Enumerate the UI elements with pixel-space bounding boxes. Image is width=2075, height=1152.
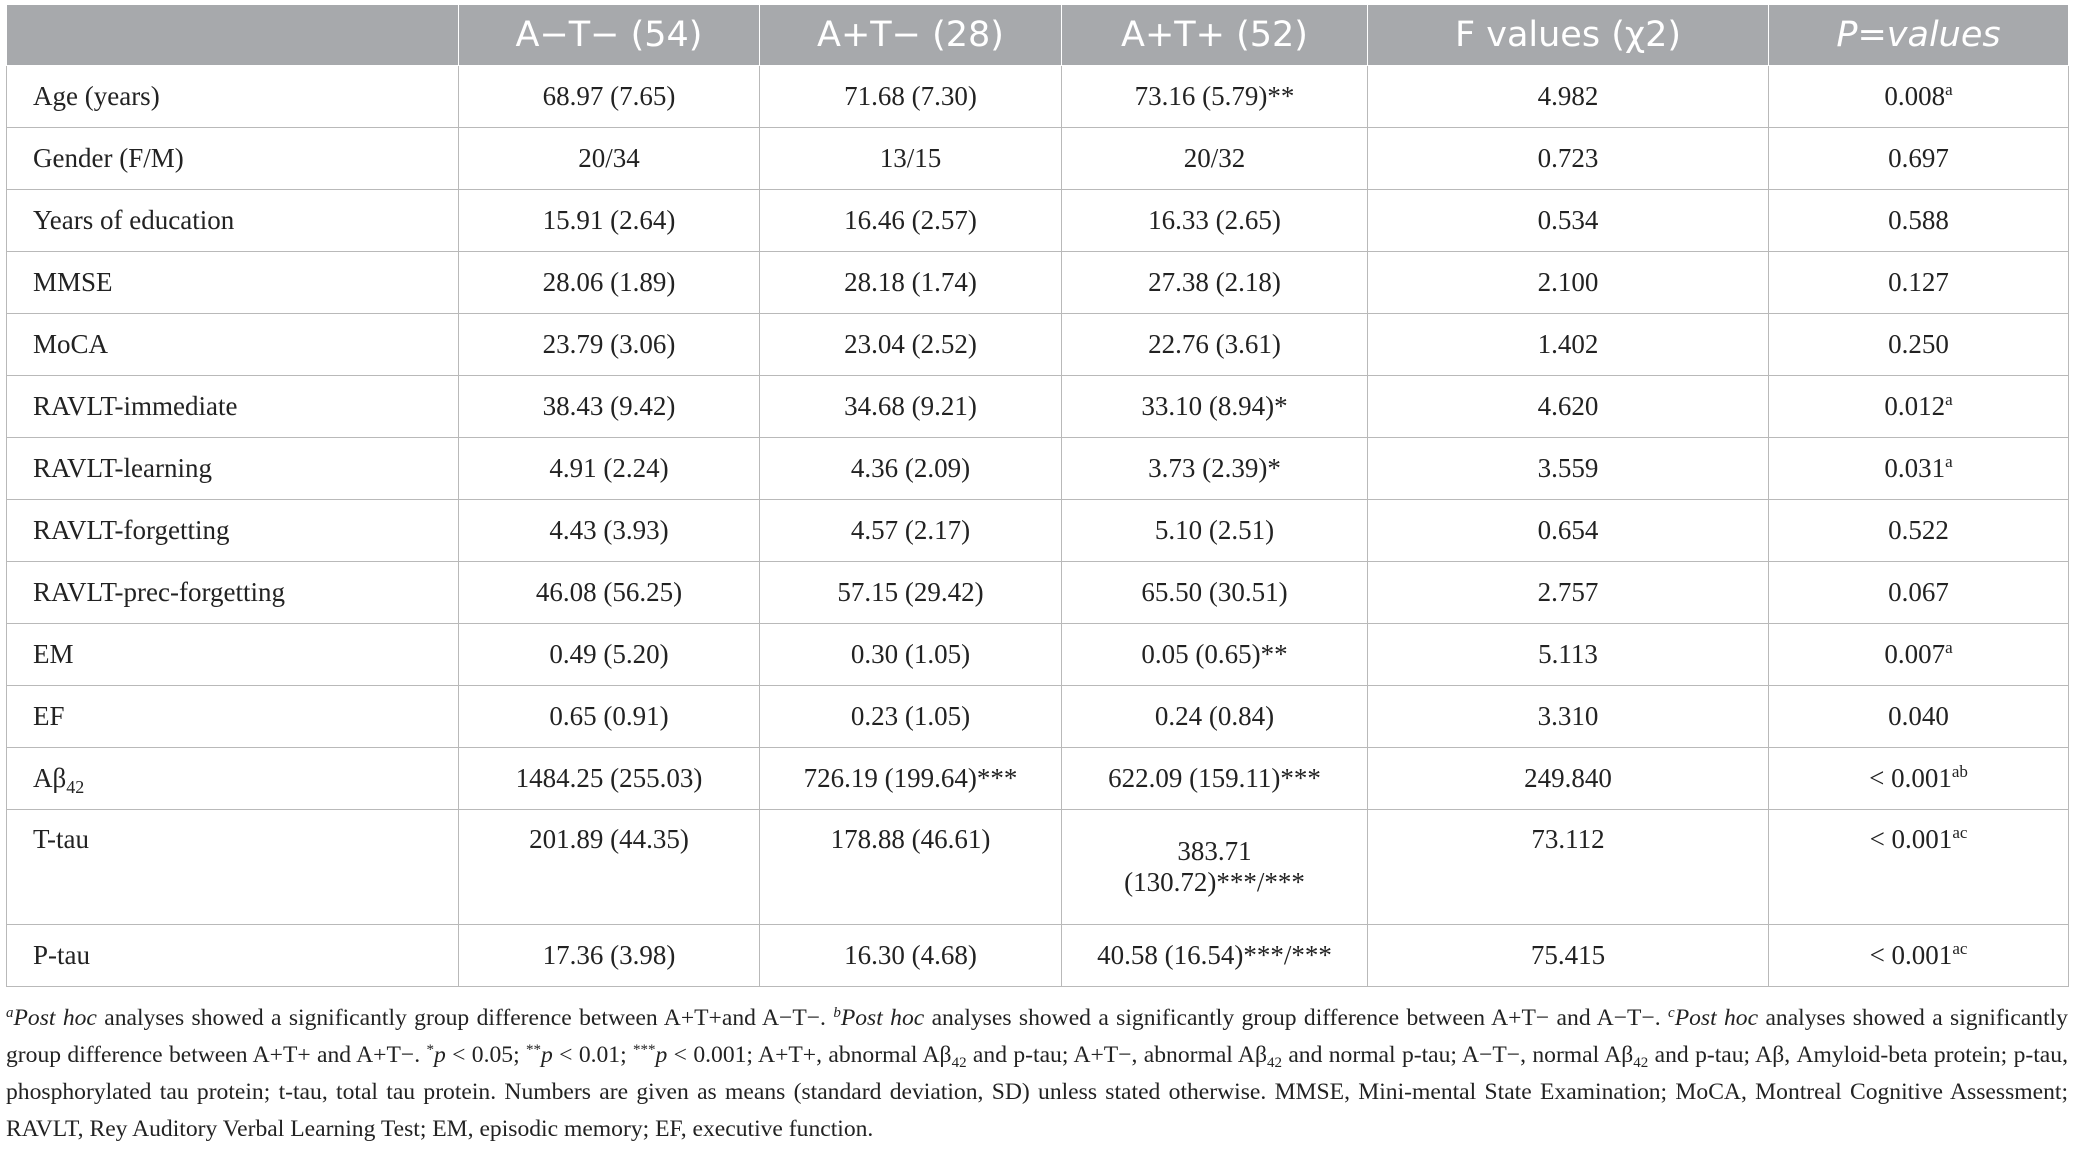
cell-f-value: 73.112 <box>1368 810 1769 925</box>
cell-p-value: 0.007$^a$ <box>1769 624 2069 686</box>
cell-a-pos-t-neg: 57.15 (29.42) <box>760 562 1062 624</box>
cell-label: T-tau <box>7 810 459 925</box>
cell-a-neg-t-neg: 38.43 (9.42) <box>459 376 760 438</box>
table-body <box>7 66 2069 987</box>
cell-p-value: 0.127 <box>1769 252 2069 314</box>
table-row <box>7 810 2069 925</box>
cell-a-pos-t-neg: 178.88 (46.61) <box>760 810 1062 925</box>
header-p-values: P=values <box>1769 5 2069 66</box>
header-a-pos-t-neg: A+T− (28) <box>760 5 1062 66</box>
cell-a-pos-t-neg: 0.23 (1.05) <box>760 686 1062 748</box>
cell-label: MoCA <box>7 314 459 376</box>
cell-label: $A\beta_{42}$ <box>7 748 459 810</box>
cell-a-neg-t-neg: 0.65 (0.91) <box>459 686 760 748</box>
cell-a-pos-t-pos: 27.38 (2.18) <box>1062 252 1368 314</box>
cell-f-value: 3.310 <box>1368 686 1769 748</box>
cell-a-neg-t-neg: 201.89 (44.35) <box>459 810 760 925</box>
cell-p-value: 0.031$^a$ <box>1769 438 2069 500</box>
cell-a-neg-t-neg: 23.79 (3.06) <box>459 314 760 376</box>
cell-label: P-tau <box>7 925 459 987</box>
cell-a-neg-t-neg: 17.36 (3.98) <box>459 925 760 987</box>
cell-a-pos-t-neg: 0.30 (1.05) <box>760 624 1062 686</box>
cell-a-pos-t-neg: 4.57 (2.17) <box>760 500 1062 562</box>
table-row <box>7 686 2069 748</box>
table-row <box>7 376 2069 438</box>
cell-a-pos-t-pos: 20/32 <box>1062 128 1368 190</box>
demographics-table <box>6 4 2069 987</box>
cell-a-neg-t-neg: 28.06 (1.89) <box>459 252 760 314</box>
cell-p-value: 0.250 <box>1769 314 2069 376</box>
cell-p-value: 0.067 <box>1769 562 2069 624</box>
cell-a-pos-t-neg: 4.36 (2.09) <box>760 438 1062 500</box>
cell-f-value: 75.415 <box>1368 925 1769 987</box>
cell-a-pos-t-neg: 13/15 <box>760 128 1062 190</box>
cell-f-value: 249.840 <box>1368 748 1769 810</box>
cell-a-pos-t-neg: 71.68 (7.30) <box>760 66 1062 128</box>
cell-p-value: < 0.001$^{ac}$ <box>1769 810 2069 925</box>
header-a-neg-t-neg: A−T− (54) <box>459 5 760 66</box>
cell-label: RAVLT-learning <box>7 438 459 500</box>
table-container <box>6 4 2068 987</box>
cell-f-value: 4.620 <box>1368 376 1769 438</box>
cell-f-value: 2.100 <box>1368 252 1769 314</box>
cell-label: RAVLT-immediate <box>7 376 459 438</box>
table-row <box>7 438 2069 500</box>
cell-p-value: 0.040 <box>1769 686 2069 748</box>
table-row <box>7 190 2069 252</box>
cell-p-value: 0.697 <box>1769 128 2069 190</box>
cell-a-neg-t-neg: 4.91 (2.24) <box>459 438 760 500</box>
cell-a-pos-t-neg: 726.19 (199.64)*** <box>760 748 1062 810</box>
cell-a-pos-t-neg: 34.68 (9.21) <box>760 376 1062 438</box>
cell-a-pos-t-pos: 16.33 (2.65) <box>1062 190 1368 252</box>
cell-f-value: 0.654 <box>1368 500 1769 562</box>
table-row <box>7 925 2069 987</box>
header-row <box>7 5 2069 66</box>
cell-a-neg-t-neg: 4.43 (3.93) <box>459 500 760 562</box>
cell-a-pos-t-pos: 0.24 (0.84) <box>1062 686 1368 748</box>
cell-a-pos-t-pos: 3.73 (2.39)* <box>1062 438 1368 500</box>
cell-p-value: 0.008$^a$ <box>1769 66 2069 128</box>
cell-f-value: 5.113 <box>1368 624 1769 686</box>
cell-a-neg-t-neg: 15.91 (2.64) <box>459 190 760 252</box>
table-row <box>7 500 2069 562</box>
cell-label: Years of education <box>7 190 459 252</box>
header-blank <box>7 5 459 66</box>
cell-a-pos-t-neg: 16.30 (4.68) <box>760 925 1062 987</box>
table-row <box>7 252 2069 314</box>
table-footnote: $^a$Post hoc analyses showed a significantly group difference between A+T+and A−T−. $^b$Post hoc analyses showed a significantly group difference between A+T− and A−T−. $^c$Post hoc analyses showed a significantly group difference between A+T+ and A+T−. *p < 0.05; **p < 0.01; ***p < 0.001; A+T+, abnormal $A\beta_{42}$ and p-tau; A+T−, abnormal $A\beta_{42}$ and normal p-tau; A−T−, normal $A\beta_{42}$ and p-tau; Aβ, Amyloid-beta protein; p-tau, phosphorylated tau protein; t-tau, total tau protein. Numbers are given as means (standard deviation, SD) unless stated otherwise. MMSE, Mini-mental State Examination; MoCA, Montreal Cognitive Assessment; RAVLT, Rey Auditory Verbal Learning Test; EM, episodic memory; EF, executive function. <box>6 1005 2068 1142</box>
cell-a-pos-t-pos: 40.58 (16.54)***/*** <box>1062 925 1368 987</box>
cell-a-pos-t-pos: 33.10 (8.94)* <box>1062 376 1368 438</box>
cell-p-value: < 0.001$^{ac}$ <box>1769 925 2069 987</box>
cell-f-value: 0.534 <box>1368 190 1769 252</box>
cell-p-value: 0.012$^a$ <box>1769 376 2069 438</box>
cell-a-neg-t-neg: 1484.25 (255.03) <box>459 748 760 810</box>
table-row <box>7 562 2069 624</box>
cell-f-value: 3.559 <box>1368 438 1769 500</box>
cell-label: EF <box>7 686 459 748</box>
cell-a-neg-t-neg: 0.49 (5.20) <box>459 624 760 686</box>
cell-a-neg-t-neg: 20/34 <box>459 128 760 190</box>
header-a-pos-t-pos: A+T+ (52) <box>1062 5 1368 66</box>
cell-f-value: 2.757 <box>1368 562 1769 624</box>
cell-a-pos-t-pos: 5.10 (2.51) <box>1062 500 1368 562</box>
cell-a-neg-t-neg: 46.08 (56.25) <box>459 562 760 624</box>
cell-a-pos-t-neg: 16.46 (2.57) <box>760 190 1062 252</box>
table-row <box>7 66 2069 128</box>
cell-label: Age (years) <box>7 66 459 128</box>
cell-a-pos-t-pos: 622.09 (159.11)*** <box>1062 748 1368 810</box>
cell-f-value: 4.982 <box>1368 66 1769 128</box>
cell-a-pos-t-pos: 383.71 (130.72)***/*** <box>1062 810 1368 925</box>
cell-label: MMSE <box>7 252 459 314</box>
table-row <box>7 314 2069 376</box>
cell-a-pos-t-pos: 22.76 (3.61) <box>1062 314 1368 376</box>
cell-p-value: < 0.001$^{ab}$ <box>1769 748 2069 810</box>
cell-p-value: 0.522 <box>1769 500 2069 562</box>
cell-f-value: 1.402 <box>1368 314 1769 376</box>
cell-label: Gender (F/M) <box>7 128 459 190</box>
table-row <box>7 624 2069 686</box>
table-row <box>7 748 2069 810</box>
cell-a-pos-t-pos: 0.05 (0.65)** <box>1062 624 1368 686</box>
cell-a-pos-t-pos: 65.50 (30.51) <box>1062 562 1368 624</box>
header-f-values: F values (χ2) <box>1368 5 1769 66</box>
cell-f-value: 0.723 <box>1368 128 1769 190</box>
cell-label: RAVLT-forgetting <box>7 500 459 562</box>
cell-label: EM <box>7 624 459 686</box>
cell-p-value: 0.588 <box>1769 190 2069 252</box>
cell-a-neg-t-neg: 68.97 (7.65) <box>459 66 760 128</box>
cell-label: RAVLT-prec-forgetting <box>7 562 459 624</box>
cell-a-pos-t-neg: 23.04 (2.52) <box>760 314 1062 376</box>
cell-a-pos-t-neg: 28.18 (1.74) <box>760 252 1062 314</box>
cell-a-pos-t-pos: 73.16 (5.79)** <box>1062 66 1368 128</box>
table-row <box>7 128 2069 190</box>
